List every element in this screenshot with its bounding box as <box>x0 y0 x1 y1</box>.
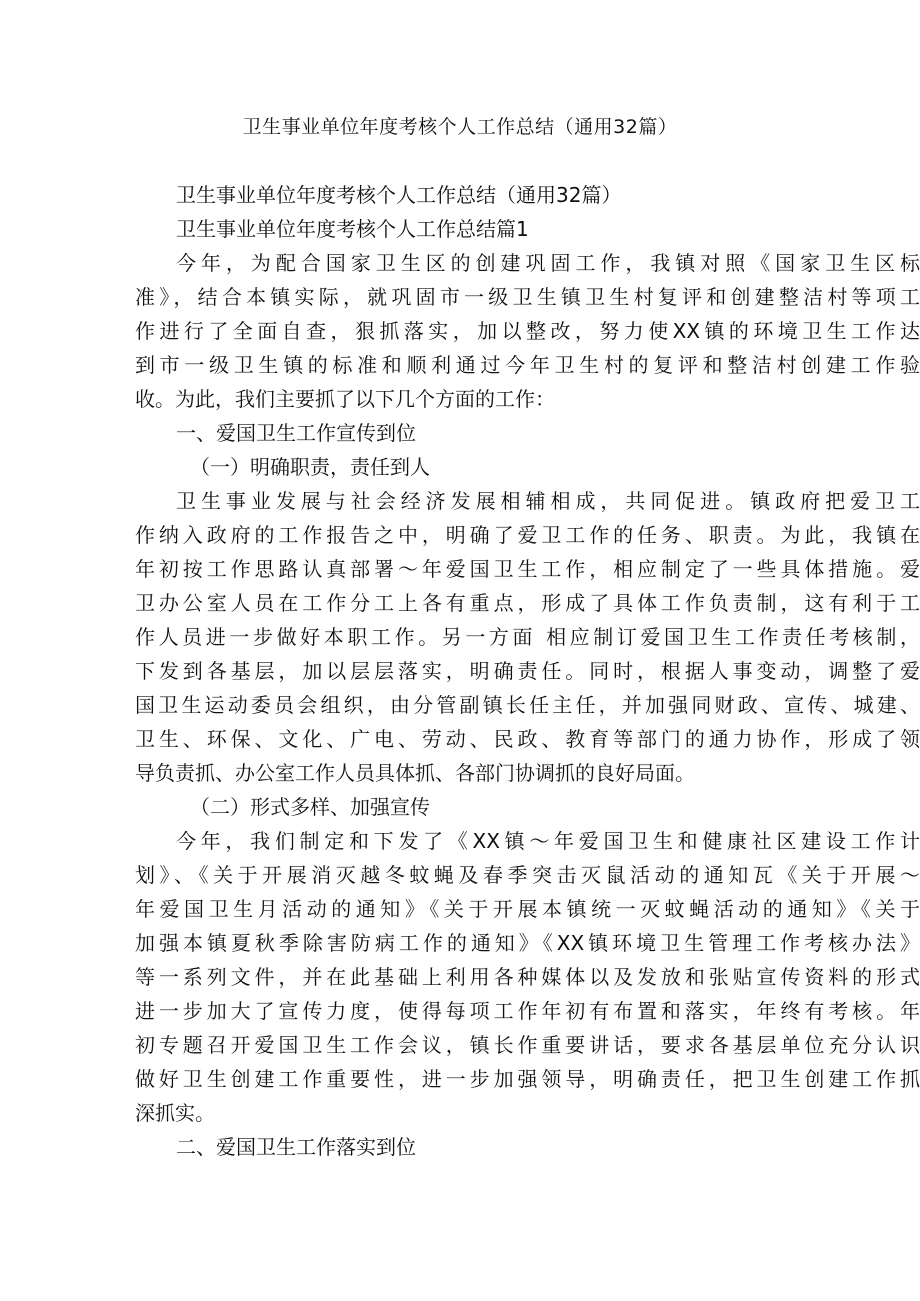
body-line: 卫生、环保、文化、广电、劳动、民政、教育等部门的通力协作，形成了领 <box>135 727 920 751</box>
body-line: 收。为此，我们主要抓了以下几个方面的工作： <box>135 387 555 411</box>
body-line: 卫生事业单位年度考核个人工作总结篇1 <box>176 217 529 241</box>
body-line: 作纳入政府的工作报告之中，明确了爱卫工作的任务、职责。为此，我镇在 <box>135 523 920 547</box>
body-line: 划》、《关于开展消灭越冬蚊蝇及春季突击灭鼠活动的通知瓦《关于开展〜 <box>135 863 920 887</box>
body-line: 下发到各基层，加以层层落实，明确责任。同时，根据人事变动，调整了爱 <box>135 659 920 683</box>
body-line: 加强本镇夏秋季除害防病工作的通知》《XX镇环境卫生管理工作考核办法》 <box>135 931 920 955</box>
body-line: （一）明确职责，责任到人 <box>190 455 430 479</box>
body-line: 等一系列文件，并在此基础上利用各种媒体以及发放和张贴宣传资料的形式 <box>135 965 920 989</box>
body-line: 卫办公室人员在工作分工上各有重点，形成了具体工作负责制，这有利于工 <box>135 591 920 615</box>
body-line: 作进行了全面自查，狠抓落实，加以整改，努力使XX镇的环境卫生工作达 <box>135 319 920 343</box>
body-line: 卫生事业单位年度考核个人工作总结（通用32篇） <box>176 183 622 207</box>
body-line: 年初按工作思路认真部署〜年爱国卫生工作，相应制定了一些具体措施。爱 <box>135 557 920 581</box>
body-line: 深抓实。 <box>135 1101 215 1125</box>
body-line: 到市一级卫生镇的标准和顺利通过今年卫生村的复评和整洁村创建工作验 <box>135 353 920 377</box>
body-line: 初专题召开爱国卫生工作会议，镇长作重要讲话，要求各基层单位充分认识 <box>135 1033 920 1057</box>
body-line: 今年，为配合国家卫生区的创建巩固工作，我镇对照《国家卫生区标 <box>176 251 920 275</box>
body-line: 今年，我们制定和下发了《XX镇〜年爱国卫生和健康社区建设工作计 <box>176 829 920 853</box>
body-line: 国卫生运动委员会组织，由分管副镇长任主任，并加强同财政、宣传、城建、 <box>135 693 920 717</box>
document-title: 卫生事业单位年度考核个人工作总结（通用32篇） <box>242 116 678 138</box>
body-line: 年爱国卫生月活动的通知》《关于开展本镇统一灭蚊蝇活动的通知》《关于 <box>135 897 920 921</box>
body-line: 进一步加大了宣传力度，使得每项工作年初有布置和落实，年终有考核。年 <box>135 999 920 1023</box>
body-line: 作人员进一步做好本职工作。另一方面 相应制订爱国卫生工作责任考核制， <box>135 625 920 649</box>
body-line: 一、爱国卫生工作宣传到位 <box>176 421 416 445</box>
body-line: （二）形式多样、加强宣传 <box>190 795 430 819</box>
body-line: 准》，结合本镇实际，就巩固市一级卫生镇卫生村复评和创建整洁村等项工 <box>135 285 920 309</box>
body-line: 导负责抓、办公室工作人员具体抓、各部门协调抓的良好局面。 <box>135 761 695 785</box>
body-line: 二、爱国卫生工作落实到位 <box>176 1135 416 1159</box>
body-line: 卫生事业发展与社会经济发展相辅相成，共同促进。镇政府把爱卫工 <box>176 489 920 513</box>
body-line: 做好卫生创建工作重要性，进一步加强领导，明确责任，把卫生创建工作抓 <box>135 1067 920 1091</box>
